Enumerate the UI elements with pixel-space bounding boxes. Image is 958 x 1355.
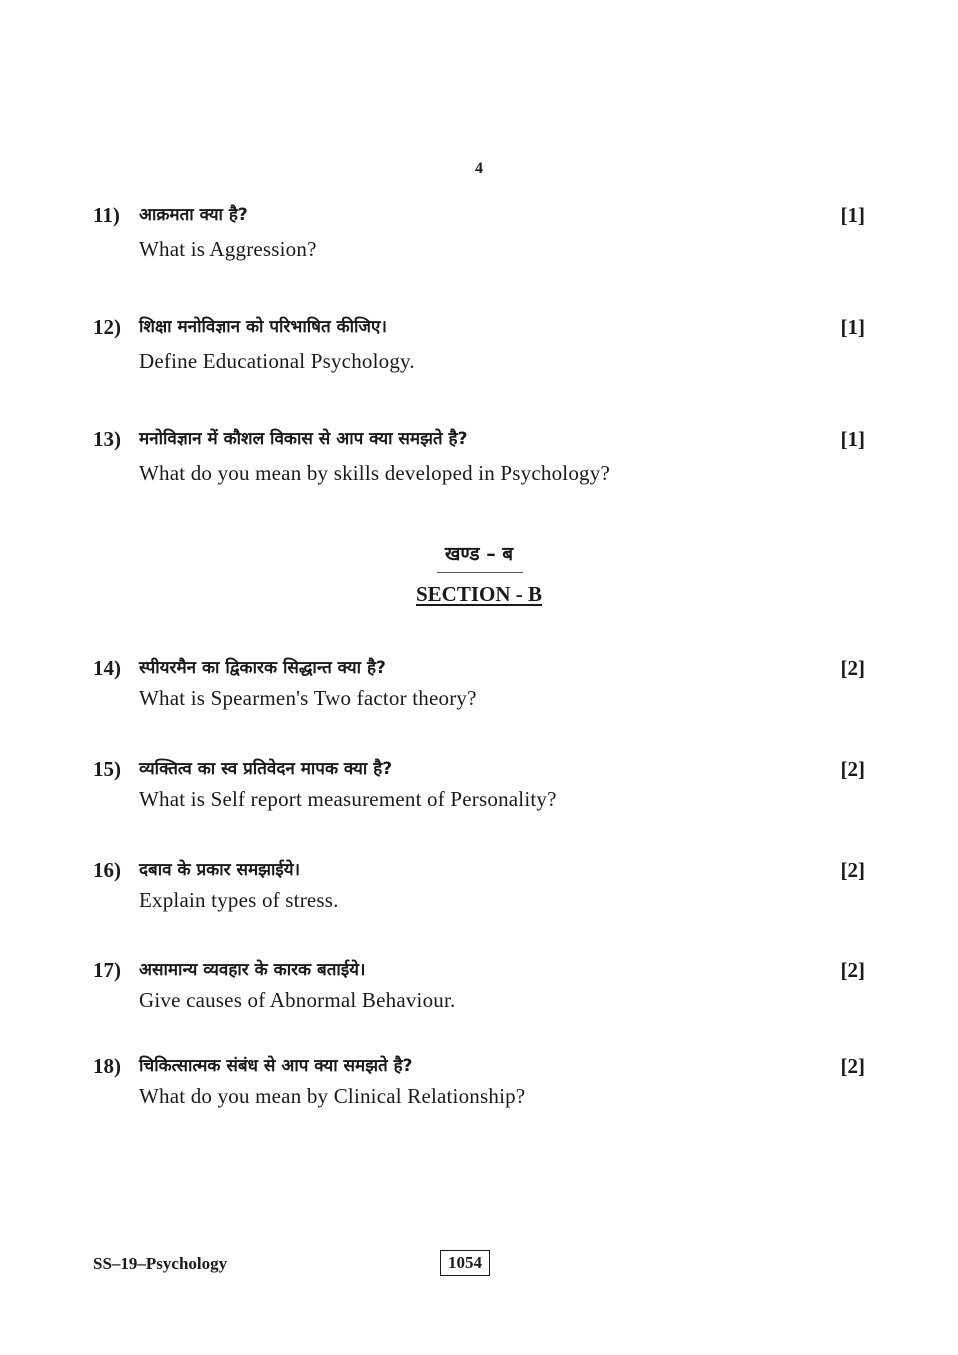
question-number: 14) xyxy=(93,656,121,680)
page-number: 4 xyxy=(475,160,483,177)
question-english-text: What do you mean by skills developed in Psychology? xyxy=(139,461,610,485)
question-14 xyxy=(93,654,865,712)
question-english-text: What do you mean by Clinical Relationship? xyxy=(139,1084,526,1108)
question-hindi-text: शिक्षा मनोविज्ञान को परिभाषित कीजिए। xyxy=(139,317,387,337)
question-number: 11) xyxy=(93,203,120,227)
question-marks: [2] xyxy=(840,656,865,680)
section-heading xyxy=(0,580,958,608)
question-english-text: Define Educational Psychology. xyxy=(139,349,415,373)
question-18 xyxy=(93,1052,865,1110)
question-12 xyxy=(93,313,865,375)
question-number: 18) xyxy=(93,1054,121,1078)
question-marks: [2] xyxy=(840,958,865,982)
section-heading-hindi: खण्ड – ब xyxy=(444,543,514,565)
question-hindi-text: व्यक्तित्व का स्व प्रतिवेदन मापक क्या है? xyxy=(139,759,393,779)
question-number: 13) xyxy=(93,427,121,451)
question-marks: [2] xyxy=(840,1054,865,1078)
question-16 xyxy=(93,856,865,914)
question-hindi-text: मनोविज्ञान में कौशल विकास से आप क्या समझते है? xyxy=(139,429,468,449)
section-divider xyxy=(437,572,523,573)
question-number: 15) xyxy=(93,757,121,781)
question-marks: [2] xyxy=(840,757,865,781)
question-english-text: Give causes of Abnormal Behaviour. xyxy=(139,988,456,1012)
question-marks: [1] xyxy=(840,203,865,227)
question-17 xyxy=(93,956,865,1014)
question-marks: [1] xyxy=(840,315,865,339)
page-code-box: 1054 xyxy=(440,1250,490,1276)
question-15 xyxy=(93,755,865,813)
question-13 xyxy=(93,425,865,487)
question-english-text: Explain types of stress. xyxy=(139,888,339,912)
question-english-text: What is Spearmen's Two factor theory? xyxy=(139,686,477,710)
question-marks: [2] xyxy=(840,858,865,882)
question-marks: [1] xyxy=(840,427,865,451)
question-hindi-text: स्पीयरमैन का द्विकारक सिद्धान्त क्या है? xyxy=(139,658,386,678)
question-number: 16) xyxy=(93,858,121,882)
paper-code: SS–19–Psychology xyxy=(93,1254,228,1273)
question-number: 12) xyxy=(93,315,121,339)
section-heading-english: SECTION - B xyxy=(415,582,543,606)
question-hindi-text: असामान्य व्यवहार के कारक बताईये। xyxy=(139,960,366,980)
question-hindi-text: चिकित्सात्मक संबंध से आप क्या समझते है? xyxy=(139,1056,413,1076)
question-hindi-text: आक्रमता क्या है? xyxy=(139,205,248,225)
question-number: 17) xyxy=(93,958,121,982)
question-hindi-text: दबाव के प्रकार समझाईये। xyxy=(139,860,301,880)
question-11 xyxy=(93,201,865,263)
question-english-text: What is Self report measurement of Personality? xyxy=(139,787,557,811)
question-english-text: What is Aggression? xyxy=(139,237,317,261)
